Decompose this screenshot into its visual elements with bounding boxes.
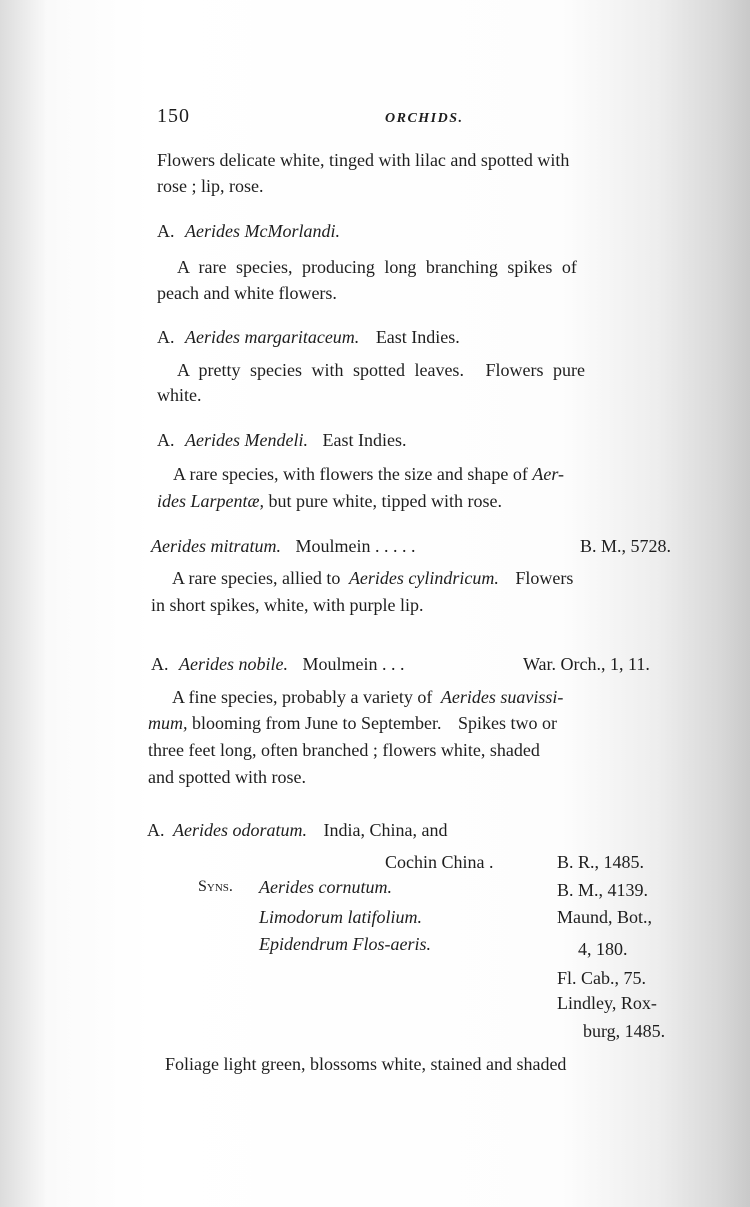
species-name: ides Larpentæ, bbox=[157, 491, 265, 511]
page-number: 150 bbox=[157, 105, 190, 127]
reference: Lindley, Rox- bbox=[557, 993, 657, 1013]
text-line bbox=[172, 566, 573, 590]
text-segment: blooming from June to September. bbox=[192, 713, 442, 733]
reference: Fl. Cab., 75. bbox=[557, 968, 647, 988]
entry-prefix: A. bbox=[147, 820, 165, 840]
synonyms-label: Syns. bbox=[198, 878, 233, 895]
text-line bbox=[177, 358, 585, 382]
species-name: Aerides mitratum. bbox=[151, 536, 281, 556]
text-line: and spotted with rose. bbox=[148, 767, 306, 787]
reference: B. M., 5728. bbox=[580, 536, 672, 556]
text-segment: but pure white, tipped with rose. bbox=[268, 491, 502, 511]
text-line: rose ; lip, rose. bbox=[157, 176, 264, 196]
locality: Moulmein . . . bbox=[302, 654, 405, 674]
reference: burg, 1485. bbox=[583, 1021, 666, 1041]
entry-heading-margaritaceum bbox=[157, 325, 460, 349]
locality: East Indies. bbox=[375, 327, 460, 347]
running-title: ORCHIDS. bbox=[385, 111, 464, 126]
species-name: Aer- bbox=[532, 464, 565, 484]
species-name: Aerides margaritaceum. bbox=[185, 327, 360, 347]
text-line: Foliage light green, blossoms white, stained and shaded bbox=[165, 1054, 567, 1074]
reference: B. R., 1485. bbox=[557, 852, 645, 872]
locality: India, China, and bbox=[323, 820, 448, 840]
text-segment: A fine species, probably a variety of bbox=[172, 687, 433, 707]
locality: Cochin China . bbox=[385, 852, 494, 872]
locality: Moulmein . . . . . bbox=[295, 536, 416, 556]
entry-prefix: A. bbox=[157, 221, 175, 241]
text-line bbox=[157, 489, 502, 513]
text-line bbox=[148, 711, 557, 735]
species-name: Aerides McMorlandi. bbox=[185, 221, 340, 241]
synonym: Aerides cornutum. bbox=[259, 877, 392, 897]
reference: War. Orch., 1, 11. bbox=[523, 654, 650, 674]
text-line: white. bbox=[157, 385, 202, 405]
entry-prefix: A. bbox=[157, 327, 175, 347]
species-name: Aerides cylindricum. bbox=[348, 568, 499, 588]
species-name: mum, bbox=[148, 713, 188, 733]
text-line: Flowers delicate white, tinged with lilac and spotted with bbox=[157, 150, 570, 170]
text-line: peach and white flowers. bbox=[157, 283, 337, 303]
text-line: A rare species, producing long branching spikes of bbox=[177, 257, 577, 277]
entry-prefix: A. bbox=[157, 430, 175, 450]
entry-prefix: A. bbox=[151, 654, 169, 674]
species-name: Aerides nobile. bbox=[179, 654, 288, 674]
text-segment: A rare species, with flowers the size and shape of bbox=[173, 464, 528, 484]
text-segment: Flowers bbox=[515, 568, 574, 588]
entry-heading-mitratum bbox=[151, 534, 416, 558]
entry-heading-mendeli bbox=[157, 428, 406, 452]
text-segment: A rare species, allied to bbox=[172, 568, 341, 588]
text-segment: Spikes two or bbox=[457, 713, 557, 733]
entry-heading-mcmorlandi bbox=[157, 219, 340, 243]
entry-heading-nobile bbox=[151, 652, 404, 676]
page-gutter-shadow bbox=[0, 0, 45, 1207]
reference: B. M., 4139. bbox=[557, 880, 649, 900]
text-segment: Flowers pure bbox=[485, 360, 585, 380]
reference: 4, 180. bbox=[578, 939, 628, 959]
reference: Maund, Bot., bbox=[557, 907, 653, 927]
text-line: three feet long, often branched ; flowers white, shaded bbox=[148, 740, 540, 760]
text-line bbox=[173, 462, 564, 486]
text-line: in short spikes, white, with purple lip. bbox=[151, 595, 424, 615]
species-name: Aerides suavissi- bbox=[440, 687, 564, 707]
locality: East Indies. bbox=[322, 430, 407, 450]
synonym: Limodorum latifolium. bbox=[259, 907, 423, 927]
text-segment: A pretty species with spotted leaves. bbox=[177, 360, 464, 380]
synonym: Epidendrum Flos-aeris. bbox=[259, 934, 431, 954]
species-name: Aerides odoratum. bbox=[173, 820, 307, 840]
species-name: Aerides Mendeli. bbox=[185, 430, 308, 450]
entry-heading-odoratum bbox=[147, 818, 447, 842]
text-line bbox=[172, 685, 563, 709]
